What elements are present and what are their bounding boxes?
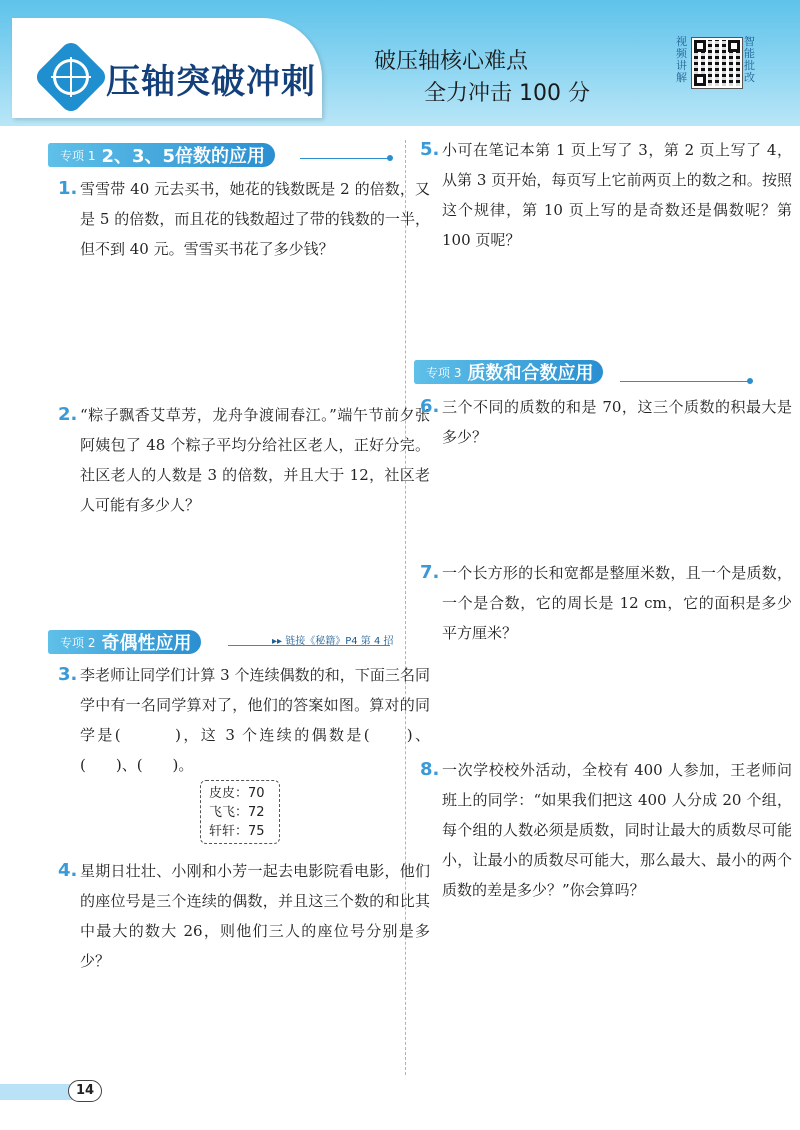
section-link-2[interactable]: ▸▸ 链接《秘籍》P4 第 4 招: [272, 636, 394, 647]
section-underline-1: [300, 158, 390, 159]
problem-number: 7.: [420, 562, 440, 583]
section-title: 2、3、5倍数的应用: [101, 146, 266, 167]
problem-number: 5.: [420, 139, 440, 160]
problem-number: 2.: [58, 404, 78, 425]
problem-5: [420, 135, 792, 255]
problem-number: 8.: [420, 759, 440, 780]
target-icon-cross-v: [70, 57, 72, 97]
problem-text: “粽子飘香艾草芳，龙舟争渡闹春江。”端午节前夕张阿姨包了 48 个粽子平均分给社区老人，正好分完。社区老人的人数是 3 的倍数，并且大于 12，社区老人可能有多少人？: [80, 406, 430, 514]
section-tag-2: [48, 630, 201, 654]
problem-4: [58, 856, 430, 976]
page-title: 压轴突破冲刺: [106, 62, 316, 102]
problem-6: [420, 392, 792, 452]
section-underline-3: [620, 381, 750, 382]
problem-8: [420, 755, 792, 905]
section-underline-dot-1: [387, 155, 393, 161]
qr-label-video: 视频讲解: [676, 35, 687, 84]
problem-number: 3.: [58, 664, 78, 685]
qr-label-grading: 智能批改: [744, 35, 755, 84]
qr-corner-bl: [694, 74, 706, 86]
problem-text: 一个长方形的长和宽都是整厘米数，且一个是质数，一个是合数，它的周长是 12 cm，它的面积是多少平方厘米？: [442, 564, 792, 642]
section-header-1: [48, 143, 275, 167]
qr-corner-tr: [728, 40, 740, 52]
problem-number: 4.: [58, 860, 78, 881]
section-header-3: [414, 360, 603, 384]
page-number: 14: [68, 1080, 102, 1102]
problem-text: 李老师让同学们计算 3 个连续偶数的和，下面三名同学中有一名同学算对了，他们的答案如图。算对的同学是( )，这 3 个连续的偶数是( )、( )、( )。: [80, 666, 430, 774]
section-underline-dot-3: [747, 378, 753, 384]
section-title: 质数和合数应用: [467, 363, 594, 384]
answer-item: 皮皮：70: [209, 786, 265, 801]
section-title: 奇偶性应用: [101, 633, 192, 654]
problem-text: 雪雪带 40 元去买书，她花的钱数既是 2 的倍数，又是 5 的倍数，而且花的钱数超过了带的钱数的一半，但不到 40 元。雪雪买书花了多少钱？: [80, 180, 430, 258]
section-number: 专项 2: [60, 635, 96, 650]
answer-item: 飞飞：72: [209, 805, 265, 820]
qr-corner-tl: [694, 40, 706, 52]
section-tag-1: [48, 143, 275, 167]
slogan-line-2: 全力冲击 100 分: [424, 81, 590, 106]
problem-3: [58, 660, 430, 780]
problem-1: [58, 174, 430, 264]
problem-7: [420, 558, 792, 648]
problem-text: 一次学校校外活动，全校有 400 人参加，王老师问班上的同学：“如果我们把这 400 人分成 20 个组，每个组的人数必须是质数，同时让最大的质数尽可能小，让最小的质数尽可能大，那么最大、最小的两个质数的差是多少？”你会算吗？: [442, 761, 792, 899]
problem-number: 6.: [420, 396, 440, 417]
answer-box: [200, 780, 280, 844]
problem-text: 三个不同的质数的和是 70，这三个质数的积最大是多少？: [442, 398, 792, 446]
section-number: 专项 1: [60, 148, 96, 163]
section-header-2: [48, 630, 201, 654]
problem-text: 小可在笔记本第 1 页上写了 3，第 2 页上写了 4，从第 3 页开始，每页写上它前两页上的数之和。按照这个规律，第 10 页上写的是奇数还是偶数呢？第 100 页呢？: [442, 141, 792, 249]
problem-number: 1.: [58, 178, 78, 199]
section-tag-3: [414, 360, 603, 384]
problem-2: [58, 400, 430, 520]
section-number: 专项 3: [426, 365, 462, 380]
answer-item: 轩轩：75: [209, 824, 265, 839]
slogan-line-1: 破压轴核心难点: [374, 49, 529, 74]
footer-bar: [0, 1084, 72, 1100]
problem-text: 星期日壮壮、小刚和小芳一起去电影院看电影，他们的座位号是三个连续的偶数，并且这三个数的和比其中最大的数大 26，则他们三人的座位号分别是多少？: [80, 862, 430, 970]
